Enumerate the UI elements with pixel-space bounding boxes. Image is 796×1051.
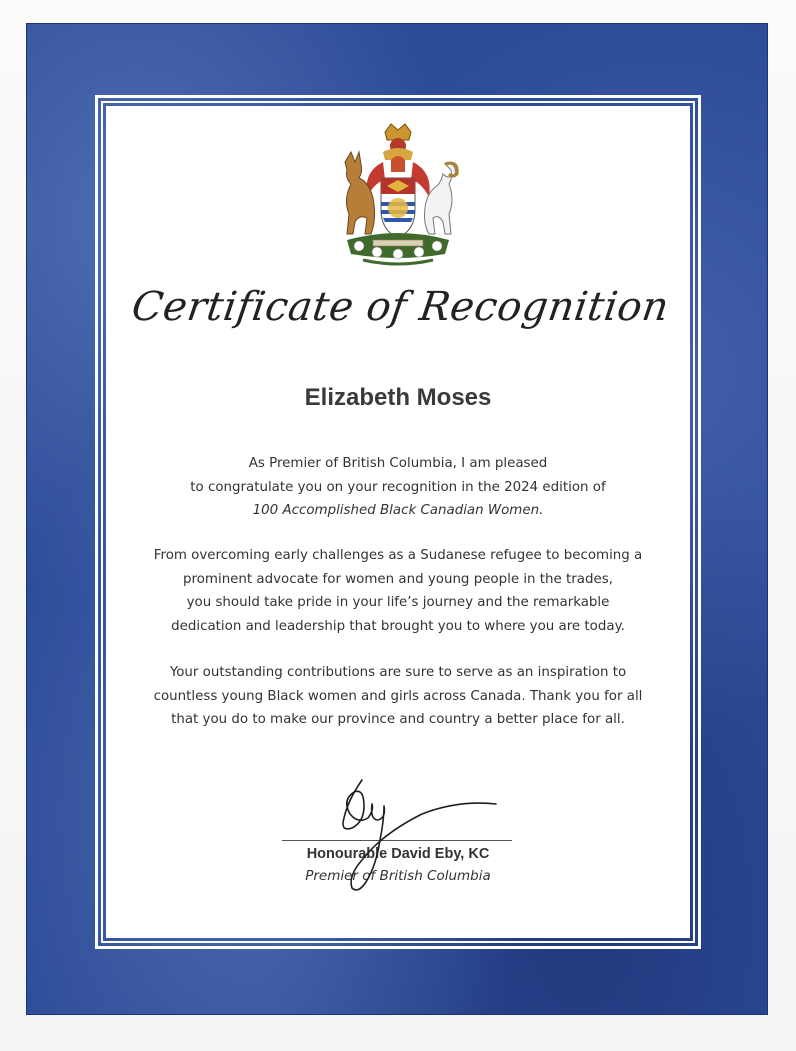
text-line: As Premier of British Columbia, I am pleased (248, 456, 548, 471)
recipient-name: Elizabeth Moses (304, 384, 492, 411)
signatory-name: Honourable David Eby, KC (306, 846, 490, 862)
paragraph-journey (120, 544, 676, 638)
text-line: that you do to make our province and country a better place for all. (171, 712, 625, 727)
certificate-title: Certificate of Recognition (128, 284, 672, 330)
text-line: Your outstanding contributions are sure to serve as an inspiration to (169, 665, 627, 680)
text-line: dedication and leadership that brought you to where you are today. (171, 618, 625, 634)
text-line: you should take pride in your life’s journey and the remarkable (186, 595, 610, 610)
paragraph-inspiration (120, 661, 676, 732)
coat-of-arms-icon (333, 122, 463, 272)
text-line: From overcoming early challenges as a Sudanese refugee to becoming a (153, 548, 643, 563)
text-line: countless young Black women and girls across Canada. Thank you for all (153, 688, 643, 704)
text-line: prominent advocate for women and young people in the trades, (183, 571, 613, 587)
signature-icon (318, 770, 518, 910)
signatory-title: Premier of British Columbia (305, 868, 491, 884)
text-line: to congratulate you on your recognition in the 2024 edition of (190, 479, 606, 495)
publication-title: 100 Accomplished Black Canadian Women. (252, 503, 544, 518)
paragraph-congratulations (120, 452, 676, 523)
